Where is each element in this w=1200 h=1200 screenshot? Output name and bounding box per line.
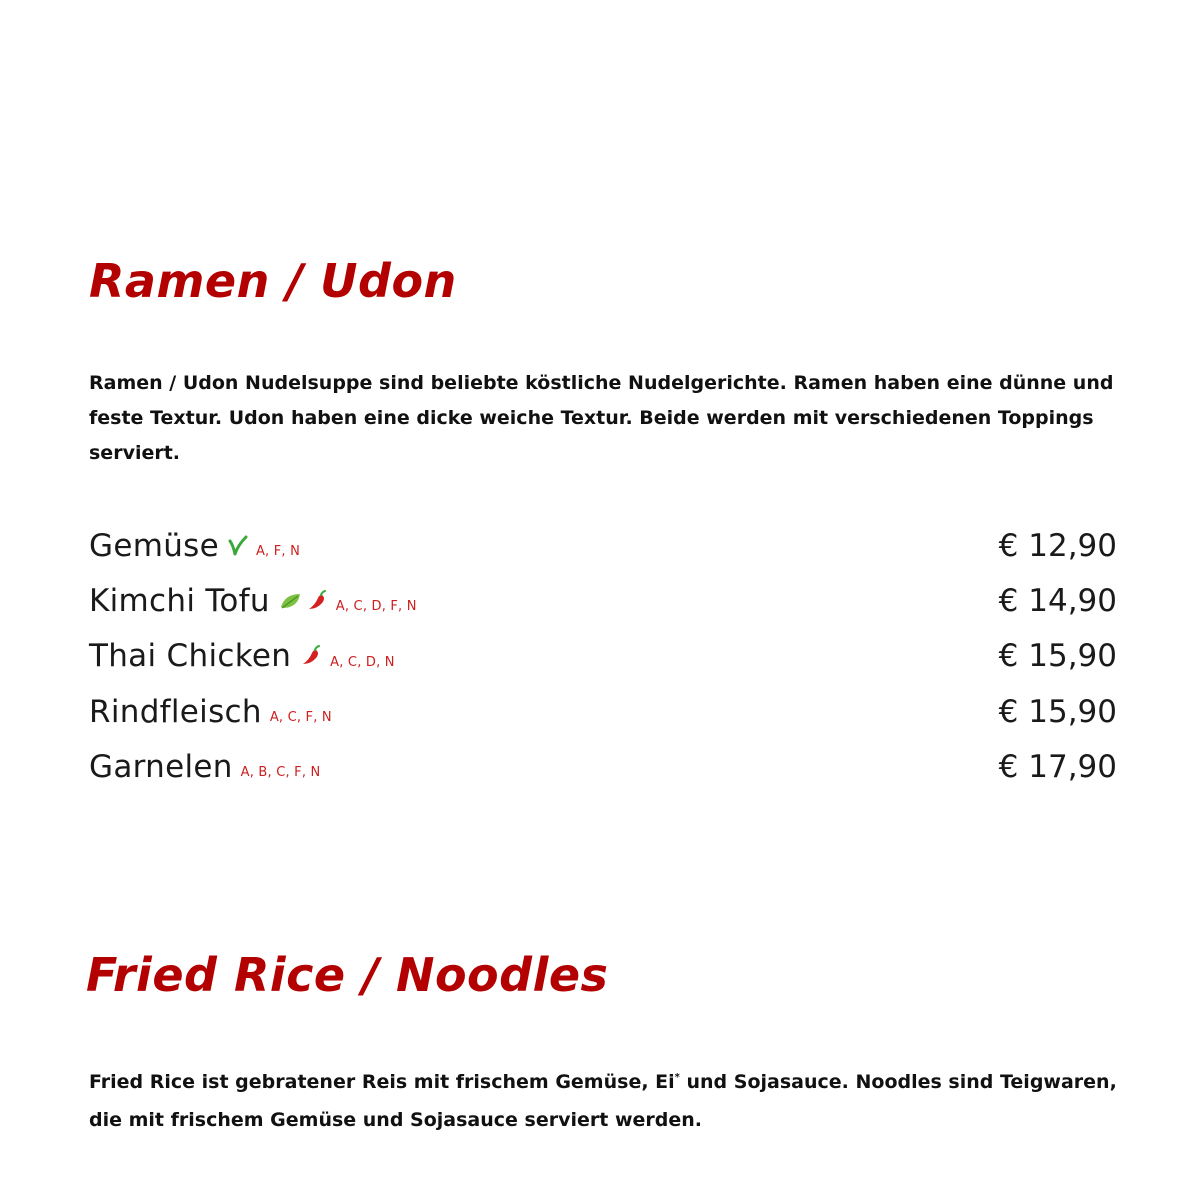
chili-icon [300, 645, 322, 667]
footnote-marker: * [674, 1072, 680, 1083]
item-price: € 15,90 [998, 638, 1117, 675]
section-description [89, 1065, 1129, 1138]
item-name: Kimchi Tofu [89, 582, 270, 619]
item-price: € 15,90 [998, 693, 1117, 730]
item-allergens: A, C, D, F, N [335, 599, 417, 615]
item-allergens: A, F, N [255, 544, 300, 560]
item-allergens: A, C, D, N [330, 654, 395, 670]
menu-item [89, 518, 1129, 573]
item-price: € 14,90 [998, 582, 1117, 619]
section-fried-rice-description-block [89, 1065, 1129, 1138]
menu-item [89, 739, 1129, 794]
leaf-icon [279, 591, 303, 611]
section-ramen-udon [89, 254, 1129, 308]
item-name: Garnelen [89, 748, 233, 785]
ramen-menu [89, 518, 1129, 794]
section-fried-rice-noodles [86, 948, 1126, 1002]
section-ramen-description-block [89, 366, 1129, 471]
item-name: Gemüse [89, 527, 219, 564]
item-allergens: A, B, C, F, N [240, 765, 321, 781]
item-name: Rindfleisch [89, 693, 262, 730]
menu-list [89, 518, 1129, 794]
section-title: Ramen / Udon [89, 254, 457, 308]
menu-item [89, 684, 1129, 739]
menu-item [89, 573, 1129, 628]
section-title: Fried Rice / Noodles [86, 948, 609, 1002]
item-price: € 17,90 [998, 748, 1117, 785]
section-description: Ramen / Udon Nudelsuppe sind beliebte köstliche Nudelgerichte. Ramen haben eine dünne und feste Textur. Udon haben eine dicke weiche Textur. Beide werden mit verschiedenen Toppings serviert. [89, 372, 1114, 464]
vegan-check-icon [228, 535, 248, 557]
description-text: und Sojasauce. Noodles sind Teigwaren, die mit frischem Gemüse und Sojasauce serviert werden. [89, 1071, 1117, 1131]
item-allergens: A, C, F, N [269, 710, 332, 726]
item-name: Thai Chicken [89, 638, 292, 675]
description-text: Fried Rice ist gebratener Reis mit frischem Gemüse, Ei [89, 1071, 675, 1093]
menu-item [89, 629, 1129, 684]
item-price: € 12,90 [998, 527, 1117, 564]
chili-icon [306, 590, 328, 612]
